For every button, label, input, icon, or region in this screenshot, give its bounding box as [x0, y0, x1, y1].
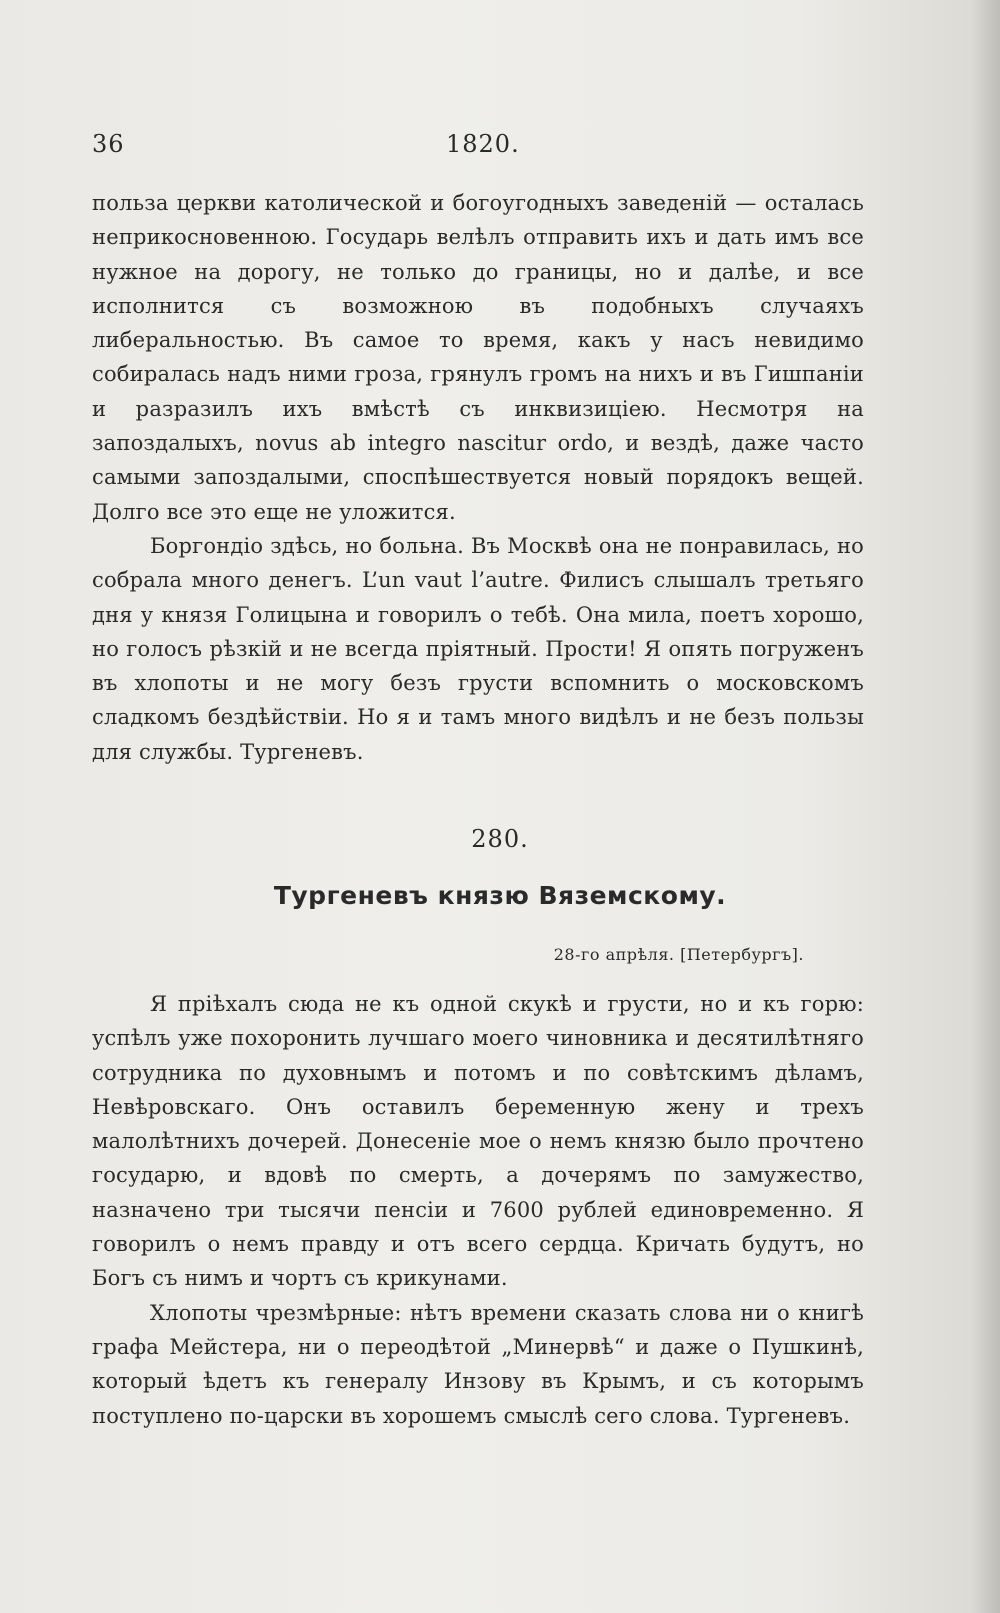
previous-letter-text: [92, 186, 864, 769]
running-head-year: 1820.: [446, 130, 520, 158]
paragraph: Хлопоты чрезмѣрные: нѣтъ времени сказать слова ни о книгѣ графа Мейстера, ни о переодѣтой „Минервѣ“ и даже о Пушкинѣ, который ѣдетъ къ генералу Инзову въ Крымъ, и съ которымъ поступлено по-царски въ хорошемъ смыслѣ сего слова. Тургеневъ.: [92, 1300, 864, 1428]
page-number: 36: [92, 130, 125, 158]
paragraph: Я пріѣхалъ сюда не къ одной скукѣ и грусти, но и къ горю: успѣлъ уже похоронить лучшаго моего чиновника и десятилѣтняго сотрудника по духовнымъ и потомъ и по совѣтскимъ дѣламъ, Невѣровскаго. Онъ оставилъ беременную жену и трехъ малолѣтнихъ дочерей. Донесеніе мое о немъ князю было прочтено государю, и вдовѣ по смерть, а дочерямъ по замужество, назначено три тысячи пенсіи и 7600 рублей единовременно. Я говорилъ о немъ правду и отъ всего сердца. Кричать будутъ, но Богъ съ нимъ и чортъ съ крикунами.: [92, 992, 864, 1291]
letter-dateline: 28-го апрѣля. [Петербургъ].: [553, 945, 804, 964]
paragraph: польза церкви католической и богоугодныхъ заведеній — осталась неприкосновенною. Государь велѣлъ отправить ихъ и дать имъ все нужное на дорогу, не только до границы, но и далѣе, и все исполнится съ возможною въ подобныхъ случаяхъ либеральностью. Въ самое то время, какъ у насъ невидимо собиралась надъ ними гроза, грянулъ громъ на нихъ и въ Гишпаніи и разразилъ ихъ вмѣстѣ съ инквизиціею. Несмотря на запоздалыхъ, novus ab integro nascitur ordo, и вездѣ, даже часто самыми запоздалыми, споспѣшествуется новый порядокъ вещей. Долго все это еще не уложится.: [92, 191, 864, 524]
running-header: [0, 130, 1000, 170]
letter-title: Тургеневъ князю Вяземскому.: [273, 881, 727, 910]
paragraph: Боргондіо здѣсь, но больна. Въ Москвѣ она не понравилась, но собрала много денегъ. L’un vaut l’autre. Филисъ слышалъ третьяго дня у князя Голицына и говорилъ о тебѣ. Она мила, поетъ хорошо, но голосъ рѣзкій и не всегда пріятный. Прости! Я опять погруженъ въ хлопоты и не могу безъ грусти вспомнить о московскомъ сладкомъ бездѣйствіи. Но я и тамъ много видѣлъ и не безъ пользы для службы. Тургеневъ.: [92, 533, 864, 764]
page-edge-shadow: [970, 0, 1000, 1613]
letter-number: 280.: [471, 825, 529, 853]
letter-text: [92, 987, 864, 1433]
